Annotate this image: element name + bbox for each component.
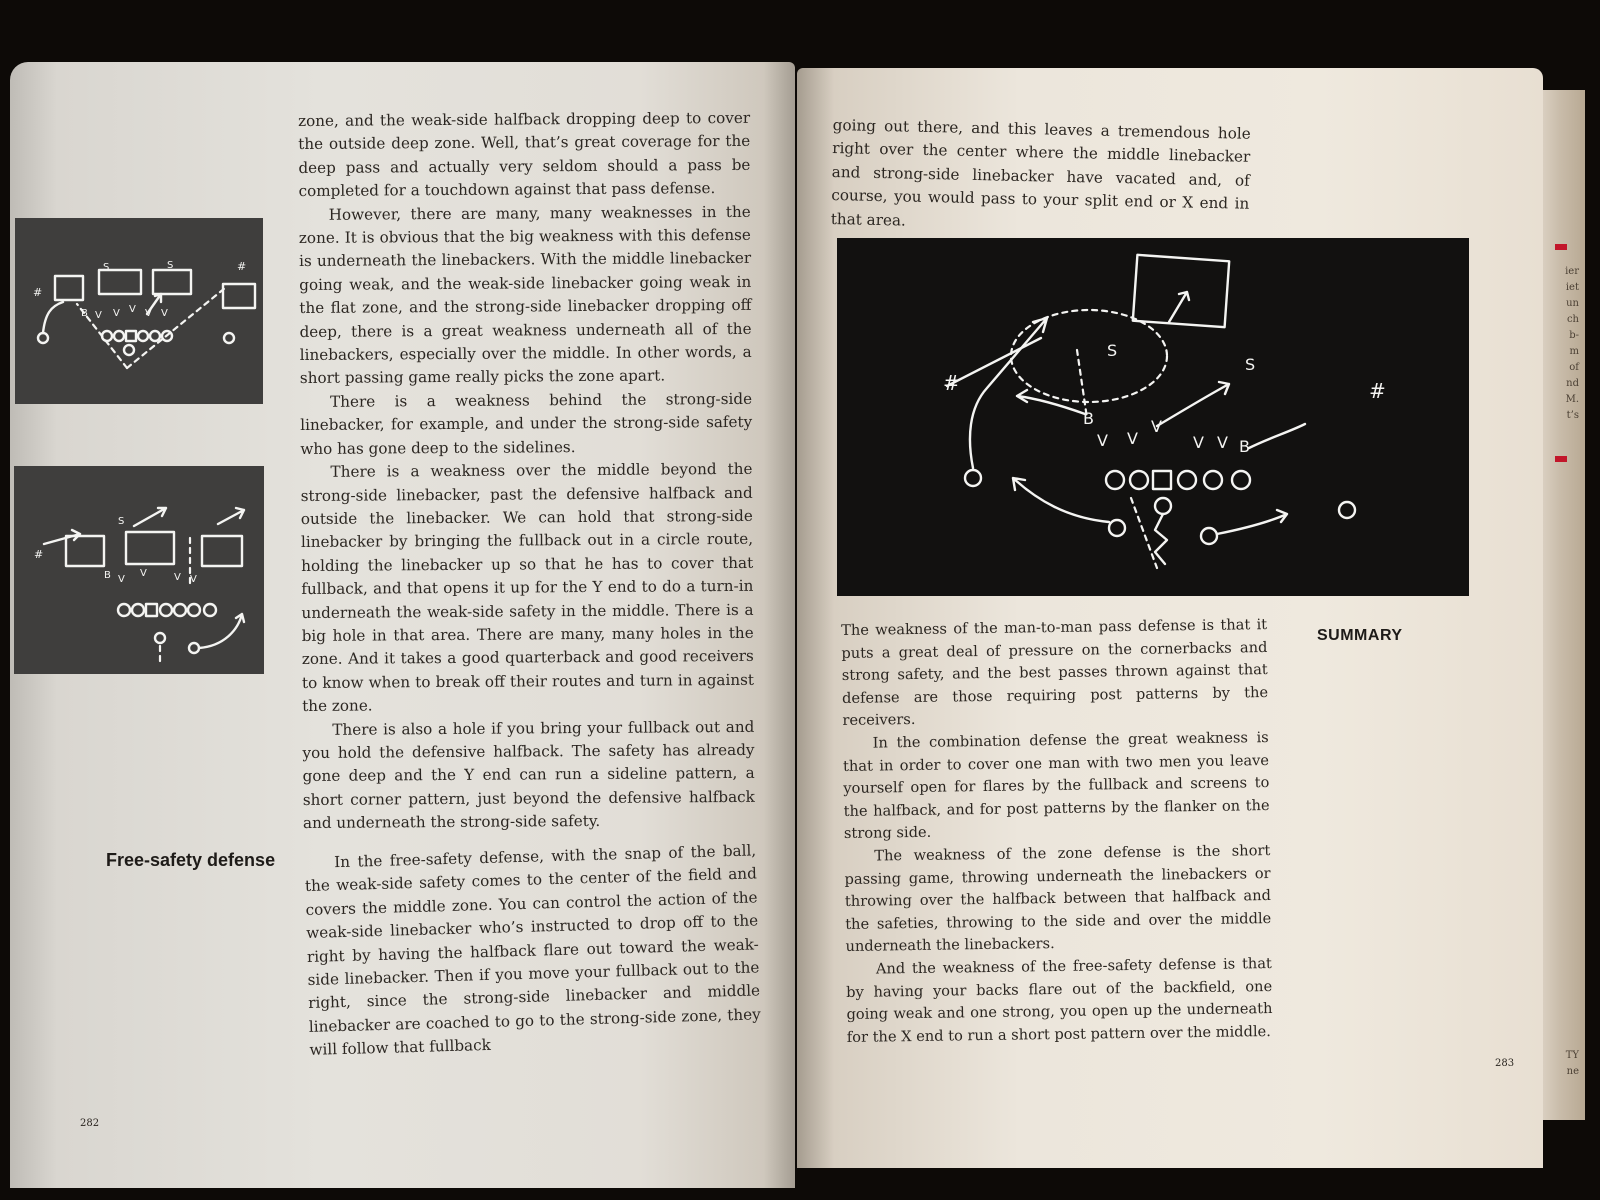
linebacker-mark: V [129,304,136,315]
halfback-mark: B [81,308,88,319]
offensive-line [102,331,172,355]
zone-box [1133,255,1229,327]
edge-fragment: iet [1565,282,1579,293]
paragraph: going out there, and this leaves a tremendous hole right over the center where the middle linebacker and strong-side linebacker have vacated and, of course, you would pass to your split end or X end in that area. [830,115,1251,230]
zone-box [99,270,141,294]
section-heading-free-safety: Free-safety defense [106,850,276,870]
linebacker-mark: V [1217,433,1228,452]
red-tab-mark [1555,244,1567,250]
fullback-player [189,643,199,653]
page-number: 283 [1495,1058,1515,1069]
play-diagram-zone-defense [15,218,263,404]
route-arrow [147,294,161,314]
edge-fragment: m [1569,346,1579,357]
linebacker-mark: V [113,308,120,319]
linebacker-mark: V [118,574,125,585]
paragraph: However, there are many, many weaknesses in the zone. It is obvious that the big weakness with this defense is underneath the linebackers. With the middle linebacker going weak, and the weak-side linebacker going weak in the flat zone, and the strong-side linebacker dropping off deep, there is a great weakness underneath all of the linebackers, especially over the middle. In other words, a short passing game really picks the zone apart. [298,202,752,388]
offensive-line [1106,471,1250,514]
route-arrow [1169,292,1189,322]
fullback-player [1201,528,1217,544]
flanker-mark: # [943,371,960,395]
route-arrow [43,302,63,333]
paragraph: zone, and the weak-side halfback dropping deep to cover the outside deep zone. Well, that’s great coverage for the deep pass and actually very seldom should a pass be completed for a touchdown against that pass defense. [298,108,751,201]
paragraph: In the combination defense the great weakness is that in order to cover one man with two men you leave yourself open for flares by the fullback and screens to the halfback, and for post patterns by the flanker on the strong side. [842,729,1270,843]
quarterback-drop-zigzag [1155,514,1167,564]
right-page [797,68,1543,1168]
zone-box [153,270,191,294]
paragraph: And the weakness of the free-safety defense is that by having your backs flare out of the backfield, one going weak and one strong, you open up the underneath for the X end to run a short post pattern over the middle. [846,954,1273,1046]
safety-mark: S [118,516,125,527]
paragraph: In the free-safety defense, with the snap of the ball, the weak-side safety comes to the center of the field and covers the middle zone. You can control the action of the weak-side linebacker who’s instructed to drop off to the right by having the halfback flare out toward the weak-side linebacker. Then if you move your fullback out to the right, since the strong-side linebacker and middle linebacker are coached to go to the strong-side zone, they will follow that fullback [304,841,761,1060]
halfback-player [1109,520,1125,536]
linebacker-mark: V [161,308,168,319]
play-diagram-free-safety-large [837,238,1469,596]
safety-mark: S [167,260,174,271]
paragraph: There is also a hole if you bring your fullback out and you hold the defensive halfback. The safety has already gone deep and the Y end can run a sideline pattern, a short corner pattern, just beyond the defensive halfback and underneath the strong-side safety. [302,717,755,833]
edge-fragment: t’s [1566,410,1579,421]
offensive-line [118,604,216,643]
linebacker-mark: V [95,310,102,321]
section-heading-summary: SUMMARY [1317,627,1403,644]
linebacker-mark: V [145,308,152,319]
x-end-mark: # [1369,379,1386,403]
linebacker-mark: V [1193,433,1204,452]
split-end-player [1339,502,1355,518]
safety-mark: S [103,262,110,273]
edge-fragment: TY [1565,1050,1579,1061]
safety-mark: S [1245,355,1256,374]
edge-fragment: ne [1566,1066,1579,1077]
route-arrow [1013,478,1109,522]
linebacker-mark: V [1151,417,1162,436]
large-chalk-drawing [837,238,1469,596]
play-diagram-free-safety [14,466,264,674]
drop-route [1131,498,1157,568]
route-arrow [1249,424,1305,448]
edge-fragment: ch [1566,314,1579,325]
drop-route [127,288,225,368]
edge-fragment: ier [1565,266,1579,277]
route-arrow [1217,510,1287,534]
linebacker-mark: V [174,572,181,583]
paragraph: There is a weakness behind the strong-side linebacker, for example, and under the strong-side safety who has gone deep to the sidelines. [300,389,753,458]
flanker-player [965,470,981,486]
route-arrow [134,508,166,526]
summary-text [841,614,1273,1049]
flanker-player [38,333,48,343]
edge-fragment: b- [1569,330,1579,341]
edge-fragment: nd [1566,378,1579,389]
zone-box [223,284,255,308]
drop-route [1077,350,1087,418]
edge-fragment: of [1569,362,1579,373]
paragraph: The weakness of the man-to-man pass defense is that it puts a great deal of pressure on the cornerbacks and strong safety, and the best passes thrown against that defense are those requiring post patterns by the receivers. [841,616,1269,730]
safety-mark: S [1107,341,1118,360]
free-safety-chalk-drawing [14,466,264,674]
split-end-player [224,333,234,343]
paragraph: There is a weakness over the middle beyond the strong-side linebacker, past the defensive halfback and outside the linebacker. We can hold that strong-side linebacker by bringing the fullback out in a circle route, holding the linebacker up so that he has to cover that fullback, and that opens it up for the Y end to do a turn-in underneath the weak-side safety in the middle. There is a big hole in that area. There are many, many holes in the zone. And it takes a good quarterback and good receivers to know when to break off their routes and turn in against the zone. [300,459,755,716]
free-safety-paragraph [304,839,762,1062]
linebacker-mark: V [140,568,147,579]
left-page [10,62,795,1188]
halfback-mark: B [1239,437,1250,456]
linebacker-mark: V [190,574,197,585]
flanker-mark: # [34,548,44,561]
zone-box [55,276,83,300]
zone-box [126,532,174,564]
zone-box [66,536,104,566]
page-number: 282 [80,1118,100,1129]
red-tab-mark [1555,456,1567,462]
left-page-main-text [298,107,755,836]
linebacker-mark: V [1127,429,1138,448]
halfback-mark: B [1083,409,1094,428]
right-page-top-text [831,114,1251,240]
zone-defense-chalk-drawing [15,218,263,404]
edge-fragment: M. [1565,394,1579,405]
next-page-edge [1543,90,1585,1120]
zone-circle [1011,310,1167,402]
zone-box [202,536,242,566]
linebacker-mark: V [1097,431,1108,450]
paragraph: The weakness of the zone defense is the short passing game, throwing underneath the linebackers or throwing over the halfback between that halfback and the safeties, throwing to the side and over the middle underneath the linebackers. [844,841,1272,956]
x-end-mark: # [237,260,247,273]
route-arrow [218,508,244,524]
route-arrow [1157,382,1229,426]
edge-fragment: un [1566,298,1579,309]
halfback-mark: B [104,570,111,581]
flanker-mark: # [33,286,43,299]
route-arrow [199,614,244,648]
